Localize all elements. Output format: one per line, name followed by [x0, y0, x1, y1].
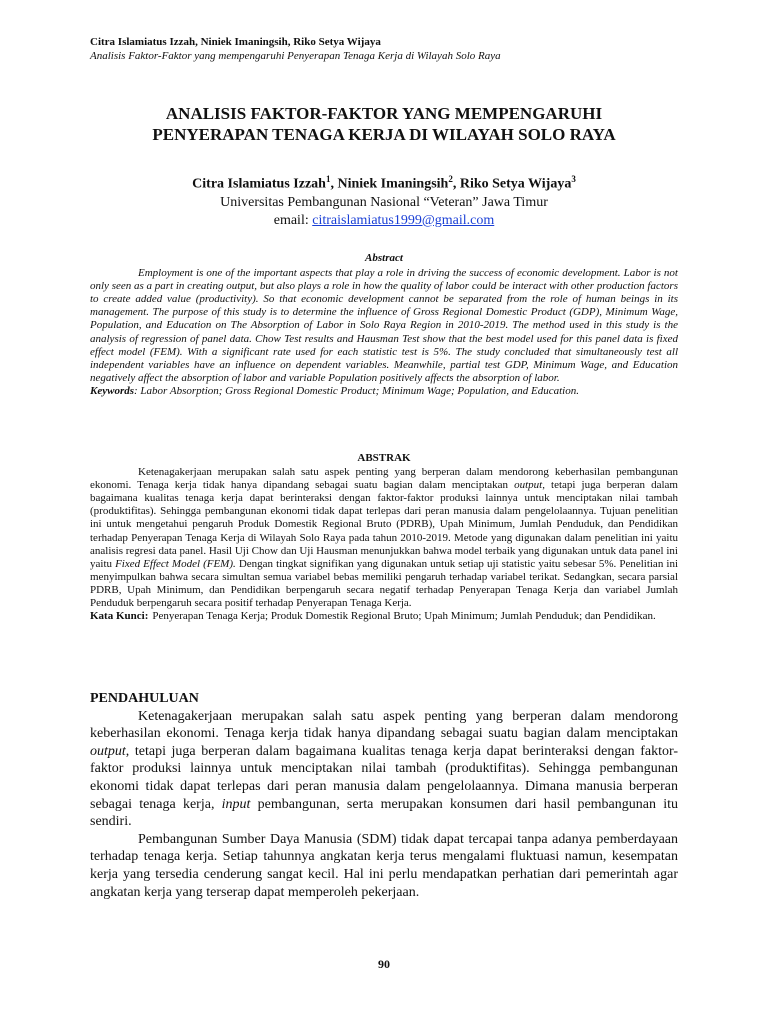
author-name: Citra Islamiatus Izzah — [192, 176, 326, 192]
kata-kunci-text: Penyerapan Tenaga Kerja; Produk Domestik Regional Bruto; Upah Minimum; Jumlah Penduduk; dan Pendidikan. — [152, 610, 656, 623]
introduction-paragraph-2: Pembangunan Sumber Daya Manusia (SDM) tidak dapat tercapai tanpa adanya pemberdayaan terhadap tenaga kerja. Setiap tahunnya angkatan kerja terus mengalami fluktuasi namun, kesempatan kerja yang tersedia cenderung sangat kecil. Hal ini perlu mendapatkan perhatian dari pemerintah agar angkatan kerja yang terserap dapat memperoleh pekerjaan. — [90, 831, 678, 900]
author-affiliation: Universitas Pembangunan Nasional “Veteran” Jawa Timur — [220, 194, 548, 210]
emphasis-output: output — [514, 479, 543, 492]
author-name: Niniek Imaningsih — [337, 176, 449, 192]
author-list: Citra Islamiatus Izzah$^1$, Niniek Imaningsih$^2$, Riko Setya Wijaya$^3$ — [192, 174, 576, 192]
page-number: 90 — [378, 957, 390, 971]
paper-title-line-2: PENYERAPAN TENAGA KERJA DI WILAYAH SOLO RAYA — [152, 125, 616, 144]
author-affiliation-mark: 3 — [571, 174, 576, 184]
emphasis-fem: Fixed Effect Model (FEM). — [115, 557, 236, 570]
keywords-text: : Labor Absorption; Gross Regional Domestic Product; Minimum Wage; Population, and Education. — [134, 384, 579, 397]
author-affiliation-mark: 1 — [325, 174, 331, 184]
abstrak-body: Ketenagakerjaan merupakan salah satu aspek penting yang berperan dalam mendorong keberhasilan pembangunan ekonomi. Tenaga kerja tidak hanya dipandang sebagai suatu bagian dalam menciptakan output, tetapi juga berperan dalam bagaimana kualitas tenaga kerja dapat berinteraksi dengan faktor-faktor produksi lainnya untuk menciptakan nilai tambah (produktifitas). Sehingga pembangunan ekonomi tidak dapat terlepas dari peran manusia dalam pengelolaannya. Tujuan penelitian ini untuk mengetahui pengaruh Produk Domestik Regional Bruto (PDRB), Upah Minimum, Jumlah Penduduk, dan Pendidikan terhadap Penyerapan Tenaga Kerja di Wilayah Solo Raya pada tahun 2010-2019. Metode yang digunakan dalam penelitian ini yaitu analisis regresi data panel. Hasil Uji Chow dan Uji Hausman menunjukkan bahwa model terbaik yang digunakan untuk data panel ini yaitu Fixed Effect Model (FEM). Dengan tingkat signifikan yang digunakan untuk setiap uji statistic yaitu sebesar 5%. Penelitian ini menyimpulkan bahwa secara simultan semua variabel bebas memiliki pengaruh terhadap variabel terikat. Sedangkan, secara parsial PDRB, Upah Minimum, dan Pendidikan berpengaruh secara negatif terhadap Penyerapan Tenaga Kerja dan variabel Jumlah Penduduk berpengaruh secara positif terhadap Penyerapan Tenaga Kerja. — [90, 466, 678, 610]
author-email — [90, 212, 678, 230]
abstract-body: Employment is one of the important aspects that play a role in driving the success of economic development. Labor is not only seen as a part in creating output, but also plays a role in how the quality of labor could be interact with other production factors to create added value (productivity). So that economic development cannot be separated from the role of human beings in its management. The purpose of this study is to determine the influence of Gross Regional Domestic Product (GDP), Minimum Wage, Population, and Education on The Absorption of Labor in Solo Raya Region in 2010-2019. The method used in this study is the analysis of regression of panel data. Chow Test results and Hausman Test show that the best model used for this panel data is fixed effect model (FEM). With a significant rate used for each statistic test is 5%. The study concluded that simultaneously test all independent variables have an influence on dependent variables. Meanwhile, partial test GDP, Minimum Wage, and Education negatively affect the absorption of labor and variable Population positively affects the absorption of labor. — [90, 267, 678, 384]
author-name: Riko Setya Wijaya — [459, 176, 572, 192]
running-head-authors: Citra Islamiatus Izzah, Niniek Imaningsih, Riko Setya Wijaya — [90, 36, 381, 48]
email-label: email: — [273, 212, 309, 228]
abstract-english — [90, 252, 678, 398]
author-affiliation-mark: 2 — [448, 174, 453, 184]
section-introduction — [90, 690, 678, 901]
abstract-indonesian — [90, 452, 678, 623]
abstract-heading: Abstract — [365, 252, 403, 264]
abstrak-heading: ABSTRAK — [357, 452, 411, 464]
paper-title-line-1: ANALISIS FAKTOR-FAKTOR YANG MEMPENGARUHI — [165, 104, 603, 123]
emphasis-output: output — [90, 743, 126, 759]
title-block — [90, 103, 678, 230]
running-head-title: Analisis Faktor-Faktor yang mempengaruhi Penyerapan Tenaga Kerja di Wilayah Solo Raya — [90, 50, 501, 62]
kata-kunci-label: Kata Kunci: — [90, 610, 149, 623]
emphasis-input: input — [221, 796, 251, 812]
introduction-paragraph-1: Ketenagakerjaan merupakan salah satu aspek penting yang berperan dalam mendorong keberhasilan ekonomi. Tenaga kerja tidak hanya dipandang sebagai suatu bagian dalam menciptakan output, tetapi juga berperan dalam bagaimana kualitas tenaga kerja dapat berinteraksi dengan faktor-faktor produksi lainnya untuk menciptakan nilai tambah (produktifitas). Sehingga pembangunan ekonomi tidak dapat terlepas dari peran manusia dalam pengelolaannya. Dimana manusia berperan sebagai tenaga kerja, input pembangunan, serta merupakan konsumen dari hasil pembangunan itu sendiri. — [90, 708, 678, 830]
abstract-keywords — [90, 385, 678, 398]
paper-title — [90, 103, 678, 145]
email-link[interactable]: citraislamiatus1999@gmail.com — [312, 212, 495, 228]
section-heading: PENDAHULUAN — [90, 691, 199, 706]
running-head — [90, 35, 501, 63]
abstrak-keywords — [90, 610, 678, 623]
keywords-label: Keywords — [90, 384, 134, 397]
